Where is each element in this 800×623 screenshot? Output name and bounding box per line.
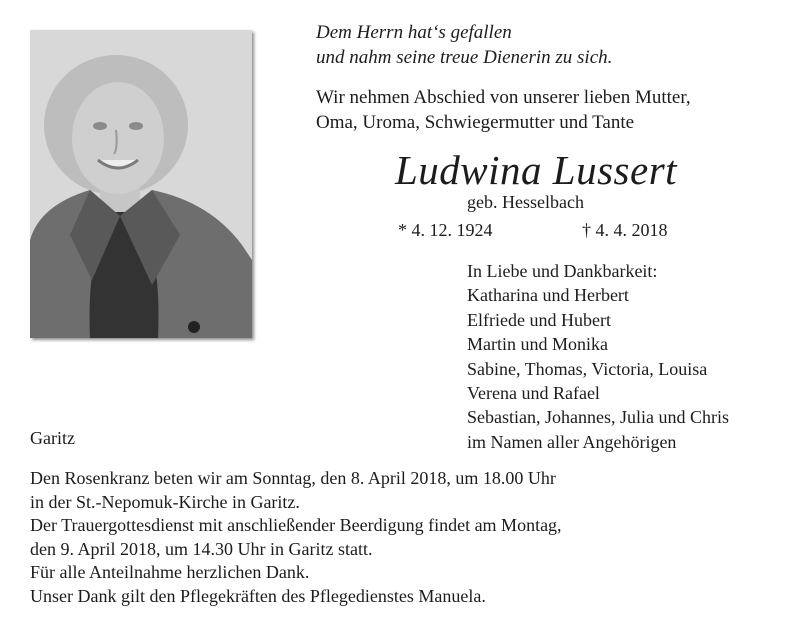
closing-text xyxy=(30,467,562,609)
birth-date: * 4. 12. 1924 xyxy=(398,220,493,240)
survivors-line: Katharina und Herbert xyxy=(467,285,629,306)
verse-line: Dem Herrn hat‘s gefallen xyxy=(316,22,512,43)
closing-line: Für alle Anteilnahme herzlichen Dank. xyxy=(30,562,310,583)
closing-line: Den Rosenkranz beten wir am Sonntag, den 8. April 2018, um 18.00 Uhr xyxy=(30,468,556,488)
portrait-photo xyxy=(30,30,252,338)
survivors-line: Verena und Rafael xyxy=(467,383,600,404)
place-name: Garitz xyxy=(30,428,75,448)
portrait-illustration xyxy=(30,30,252,338)
survivors-line: Elfriede und Hubert xyxy=(467,309,611,330)
survivors-line: im Namen aller Angehörigen xyxy=(467,431,677,452)
closing-line: in der St.-Nepomuk-Kirche in Garitz. xyxy=(30,491,300,512)
birth-name: geb. Hesselbach xyxy=(467,192,584,212)
survivors-line: Martin und Monika xyxy=(467,334,608,355)
verse-line: und nahm seine treue Dienerin zu sich. xyxy=(316,47,613,68)
intro-text xyxy=(316,85,691,135)
closing-line: Der Trauergottesdienst mit anschließender Beerdigung findet am Montag, xyxy=(30,515,562,536)
verse xyxy=(316,20,612,70)
closing-line: Unser Dank gilt den Pflegekräften des Pflegedienstes Manuela. xyxy=(30,585,486,606)
survivors-list xyxy=(467,259,729,454)
survivors-line: Sabine, Thomas, Victoria, Louisa xyxy=(467,358,708,379)
intro-line: Wir nehmen Abschied von unserer lieben Mutter, xyxy=(316,87,691,108)
closing-line: den 9. April 2018, um 14.30 Uhr in Garitz statt. xyxy=(30,538,373,559)
survivors-line: In Liebe und Dankbarkeit: xyxy=(467,261,658,281)
intro-line: Oma, Uroma, Schwiegermutter und Tante xyxy=(316,112,635,133)
deceased-name: Ludwina Lussert xyxy=(395,147,678,193)
death-date: † 4. 4. 2018 xyxy=(582,220,668,240)
survivors-line: Sebastian, Johannes, Julia und Chris xyxy=(467,407,729,428)
